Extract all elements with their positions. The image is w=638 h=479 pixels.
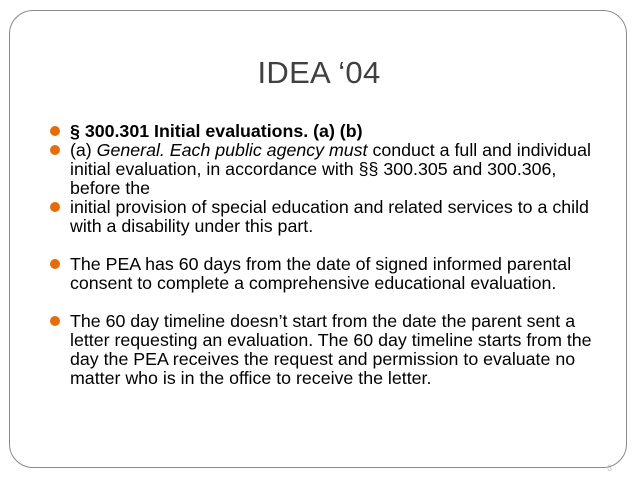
bullet-item-timeline (70, 312, 610, 388)
bullet-item-general (70, 141, 610, 198)
bullet-marker (50, 126, 60, 136)
bullet-text: The 60 day timeline doesn’t start from the date the parent sent a letter requesting an evaluation. The 60 day timeline starts from the day the PEA receives the request and permission to evaluate no matter who is in the office to receive the letter. (70, 311, 592, 388)
bullet-item-section (70, 122, 610, 141)
bullet-prefix: (a) (70, 140, 97, 160)
bullet-item-60-days (70, 255, 610, 293)
bullet-item-initial-provision (70, 198, 610, 236)
bullet-marker (50, 259, 60, 269)
bullet-text: conduct a full and individual initial evaluation, in accordance with §§ 300.305 and 300.306, before the (70, 140, 591, 198)
bullet-list (70, 122, 610, 388)
bullet-marker (50, 202, 60, 212)
page-number: 6 (606, 463, 612, 473)
bullet-italic-text: General. Each public agency must (96, 140, 368, 160)
slide-title: IDEA ‘04 (257, 55, 381, 90)
bullet-text: initial provision of special education and related services to a child with a disability under this part. (70, 197, 589, 236)
bullet-marker (50, 145, 60, 155)
bullet-text: § 300.301 Initial evaluations. (a) (b) (70, 121, 363, 141)
bullet-marker (50, 316, 60, 326)
bullet-text: The PEA has 60 days from the date of signed informed parental consent to complete a comprehensive educational evaluation. (70, 254, 572, 293)
